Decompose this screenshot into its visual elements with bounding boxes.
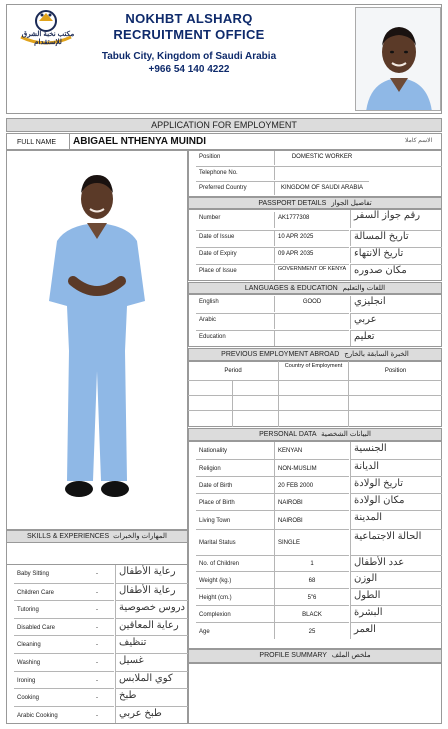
- skill-arabic-7: طبخ: [115, 688, 188, 706]
- passport-number-value: AK1777308: [274, 212, 349, 228]
- personal-value-10: 25: [274, 622, 349, 639]
- skill-label-1: Children Care: [14, 583, 80, 601]
- skill-label-2: Tutoring: [14, 600, 80, 618]
- arabic-language-value: [274, 313, 349, 329]
- skill-label-6: Ironing: [14, 671, 80, 689]
- english-value: GOOD: [274, 296, 349, 312]
- passport-number-arabic: رقم جواز السفر: [350, 210, 442, 228]
- english-arabic: انجليزي: [350, 296, 442, 312]
- office-name: [89, 11, 289, 43]
- headshot-illustration: [356, 8, 441, 111]
- skills-title-arabic: المهارات والخبرات: [113, 533, 167, 540]
- position-value: DOMESTIC WORKER: [274, 151, 369, 165]
- skill-value-3: -: [80, 618, 114, 636]
- place-of-issue-value: GOVERNMENT OF KENYA: [274, 264, 349, 280]
- personal-data-title: [188, 428, 442, 441]
- profile-summary-title-text: PROFILE SUMMARY: [259, 652, 327, 659]
- date-of-issue-arabic: تاريخ المسالة: [350, 230, 442, 246]
- previous-employment-title: [188, 348, 442, 361]
- personal-value-3: NAIROBI: [274, 493, 349, 510]
- personal-label-10: Age: [196, 622, 274, 639]
- office-header: [6, 4, 442, 114]
- personal-value-2: 20 FEB 2000: [274, 476, 349, 493]
- skill-value-2: -: [80, 600, 114, 618]
- skill-arabic-6: كوي الملابس: [115, 671, 188, 689]
- full-name-arabic-label: الاسم كاملا: [405, 138, 433, 144]
- previous-employment-row-1: [188, 380, 442, 395]
- skill-value-1: -: [80, 583, 114, 601]
- personal-arabic-5: الحالة الاجتماعية: [350, 529, 442, 555]
- personal-arabic-1: الديانة: [350, 459, 442, 476]
- position-header: Position: [348, 361, 442, 380]
- skill-label-8: Arabic Cooking: [14, 706, 80, 724]
- skill-label-7: Cooking: [14, 688, 80, 706]
- form-title: APPLICATION FOR EMPLOYMENT: [6, 118, 442, 132]
- skill-label-0: Baby Sitting: [17, 571, 50, 577]
- office-address-block: [89, 50, 289, 76]
- personal-label-5: Marital Status: [196, 529, 274, 555]
- personal-value-4: NAIROBI: [274, 510, 349, 529]
- date-of-expiry-label: Date of Expiry: [196, 247, 274, 263]
- office-name-line2: RECRUITMENT OFFICE: [113, 27, 265, 42]
- languages-title: LANGUAGES & EDUCATION: [244, 285, 338, 292]
- profile-summary-title: [188, 649, 442, 663]
- previous-employment-col-divider-3: [348, 380, 349, 427]
- skill-value-7: -: [80, 688, 114, 706]
- personal-value-0: KENYAN: [274, 442, 349, 459]
- telephone-value: [274, 166, 442, 180]
- office-address: Tabuk City, Kingdom of Saudi Arabia: [101, 51, 277, 62]
- personal-arabic-6: عدد الأطفال: [350, 555, 442, 571]
- passport-number-label: Number: [199, 215, 221, 221]
- personal-label-3: Place of Birth: [196, 493, 274, 510]
- preferred-country-value: KINGDOM OF SAUDI ARABIA: [274, 181, 369, 195]
- personal-data-title-text: PERSONAL DATA: [259, 431, 317, 438]
- education-value: [274, 330, 349, 346]
- passport-title-arabic: تفاصيل الجواز: [331, 200, 372, 207]
- personal-label-8: Height (cm.): [196, 588, 274, 605]
- position-label: Position: [199, 154, 221, 160]
- personal-label-0: Nationality: [199, 447, 228, 454]
- arabic-language-arabic: عربي: [350, 313, 442, 329]
- skill-label-3: Disabled Care: [14, 618, 80, 636]
- personal-label-2: Date of Birth: [196, 476, 274, 493]
- personal-label-7: Weight (kg.): [196, 571, 274, 588]
- personal-label-4: Living Town: [196, 510, 274, 529]
- passport-title: PASSPORT DETAILS: [258, 200, 327, 207]
- full-name-row: [6, 133, 442, 150]
- skill-arabic-8: طبخ عربي: [115, 706, 188, 724]
- previous-employment-col-divider-2: [278, 380, 279, 427]
- personal-value-9: BLACK: [274, 605, 349, 622]
- personal-value-1: NON-MUSLIM: [274, 459, 349, 476]
- preferred-country-label: Preferred Country: [196, 181, 274, 195]
- office-name-line1: NOKHBT ALSHARQ: [125, 11, 253, 26]
- education-label: Education: [196, 330, 274, 346]
- skill-label-5: Washing: [14, 653, 80, 671]
- date-of-expiry-value: 09 APR 2035: [274, 247, 349, 263]
- skills-spacer: [6, 543, 188, 564]
- period-header: Period: [224, 368, 242, 374]
- place-of-issue-arabic: مكان صدوره: [350, 264, 442, 280]
- skill-arabic-0: رعاية الأطفال: [115, 565, 188, 583]
- personal-label-1: Religion: [196, 459, 274, 476]
- skills-title: SKILLS & EXPERIENCES: [27, 533, 110, 540]
- skill-arabic-4: تنظيف: [115, 635, 188, 653]
- personal-arabic-0: الجنسية: [350, 442, 442, 459]
- previous-employment-row-3: [188, 410, 442, 427]
- full-name-value: ABIGAEL NTHENYA MUINDI: [73, 136, 206, 147]
- skill-arabic-5: غسيل: [115, 653, 188, 671]
- skill-arabic-1: رعاية الأطفال: [115, 583, 188, 601]
- skill-arabic-2: دروس خصوصية: [115, 600, 188, 618]
- personal-value-8: 5"6: [274, 588, 349, 605]
- personal-label-6: No. of Children: [196, 555, 274, 571]
- place-of-issue-label: Place of Issue: [196, 264, 274, 280]
- previous-employment-row-2: [188, 395, 442, 410]
- full-name-label: FULL NAME: [17, 139, 57, 146]
- telephone-label: Telephone No.: [196, 166, 274, 180]
- personal-arabic-10: العمر: [350, 622, 442, 639]
- personal-arabic-7: الوزن: [350, 571, 442, 588]
- personal-data-title-arabic: البيانات الشخصية: [321, 431, 371, 438]
- skill-label-4: Cleaning: [14, 635, 80, 653]
- personal-value-6: 1: [274, 555, 349, 571]
- skill-value-5: -: [80, 653, 114, 671]
- skill-value-6: -: [80, 671, 114, 689]
- personal-value-5: SINGLE: [274, 529, 349, 555]
- passport-section-title: [188, 197, 442, 209]
- skill-arabic-3: رعاية المعاقين: [115, 618, 188, 636]
- english-label: English: [199, 299, 219, 305]
- personal-arabic-4: المدينة: [350, 510, 442, 529]
- personal-arabic-3: مكان الولادة: [350, 493, 442, 510]
- arabic-language-label: Arabic: [196, 313, 274, 329]
- skill-value-8: -: [80, 706, 114, 724]
- date-of-issue-label: Date of Issue: [196, 230, 274, 246]
- full-body-illustration: [7, 151, 188, 530]
- previous-employment-col-divider-1: [232, 380, 233, 427]
- headshot-photo: [355, 7, 441, 111]
- country-of-employment-header: Country of Employment: [278, 361, 348, 380]
- personal-value-7: 68: [274, 571, 349, 588]
- office-phone: +966 54 140 4222: [148, 64, 230, 75]
- previous-employment-title-text: PREVIOUS EMPLOYMENT ABROAD: [221, 351, 340, 358]
- full-body-photo: [6, 150, 188, 530]
- education-arabic: تعليم: [350, 330, 442, 346]
- personal-arabic-2: تاريخ الولادة: [350, 476, 442, 493]
- personal-arabic-8: الطول: [350, 588, 442, 605]
- date-of-expiry-arabic: تاريخ الانتهاء: [350, 247, 442, 263]
- skill-value-4: -: [80, 635, 114, 653]
- languages-section-title: [188, 282, 442, 294]
- languages-title-arabic: اللغات والتعليم: [342, 285, 386, 292]
- previous-employment-title-arabic: الخبرة السابقة بالخارج: [344, 351, 409, 358]
- personal-arabic-9: البشرة: [350, 605, 442, 622]
- profile-summary-title-arabic: ملخص الملف: [331, 652, 371, 659]
- skill-value-0: -: [96, 571, 98, 577]
- personal-label-9: Complexion: [196, 605, 274, 622]
- logo-text: مكتب نخبة الشرق للإستقدام: [21, 31, 75, 46]
- full-name-divider: [69, 134, 70, 149]
- date-of-issue-value: 10 APR 2025: [274, 230, 349, 246]
- profile-summary-box: [188, 663, 442, 724]
- skills-section-title: [6, 530, 188, 543]
